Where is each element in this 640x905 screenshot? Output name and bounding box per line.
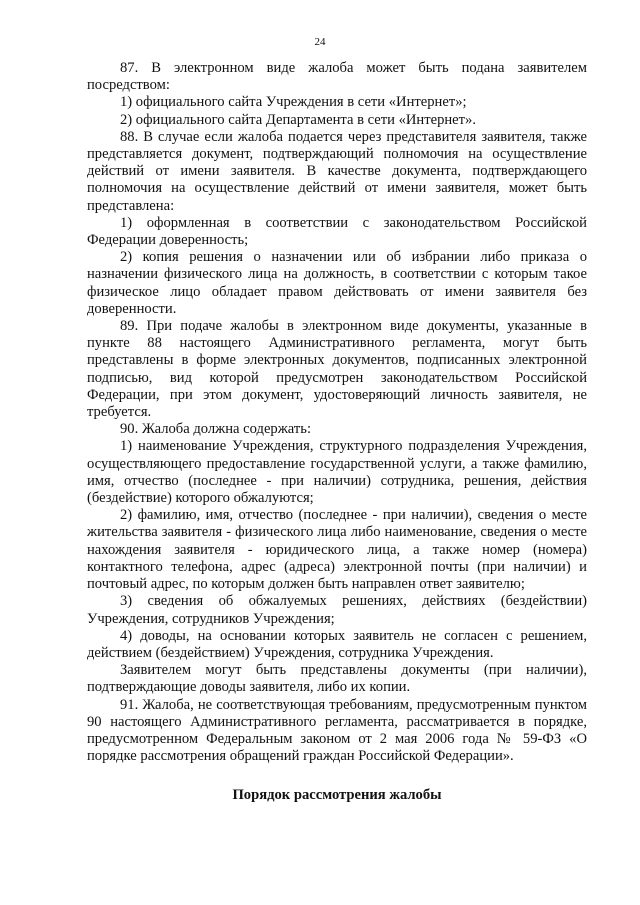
paragraph-87-item-2: 2) официального сайта Департамента в сети «Интернет».: [120, 111, 476, 128]
paragraph-88-item-2: 2) копия решения о назначении или об избрании либо приказа о назначении физического лица на должность, в соответствии с которым такое физическое лицо обладает правом действовать от имени заявителя без доверенности.: [87, 249, 587, 317]
paragraph-90-note: Заявителем могут быть представлены документы (при наличии), подтверждающие доводы заявителя, либо их копии.: [87, 662, 587, 696]
paragraph-90-item-3: 3) сведения об обжалуемых решениях, действиях (бездействии) Учреждения, сотрудников Учреждения;: [87, 593, 587, 627]
paragraph-88: 88. В случае если жалоба подается через представителя заявителя, также представляется документ, подтверждающий полномочия на осуществление действий от имени заявителя. В качестве документа, подтверждающего полномочия на осуществление действий от имени заявителя, может быть представлена:: [87, 128, 587, 214]
paragraph-87: 87. В электронном виде жалоба может быть подана заявителем посредством:: [87, 60, 587, 94]
paragraph-91: 91. Жалоба, не соответствующая требованиям, предусмотренным пунктом 90 настоящего Административного регламента, рассматривается в порядке, предусмотренном Федеральным законом от 2 мая 2006 года № 59-ФЗ «О порядке рассмотрения обращений граждан Российской Федерации».: [87, 696, 587, 765]
section-heading: Порядок рассмотрения жалобы: [232, 787, 442, 803]
paragraph-88-item-1: 1) оформленная в соответствии с законодательством Российской Федерации доверенность;: [87, 214, 587, 249]
paragraph-90: 90. Жалоба должна содержать:: [120, 421, 311, 438]
paragraph-89: 89. При подаче жалобы в электронном виде документы, указанные в пункте 88 настоящего Административного регламента, могут быть представлены в форме электронных документов, подписанных электронной подписью, вид которой предусмотрен законодательством Российской Федерации, при этом документ, удостоверяющий личность заявителя, не требуется.: [87, 318, 587, 421]
page-number: 24: [314, 36, 326, 48]
paragraph-90-item-4: 4) доводы, на основании которых заявитель не согласен с решением, действием (бездействием) Учреждения, сотрудника Учреждения.: [87, 627, 587, 661]
paragraph-87-item-1: 1) официального сайта Учреждения в сети «Интернет»;: [120, 94, 467, 111]
paragraph-90-item-1: 1) наименование Учреждения, структурного подразделения Учреждения, осуществляющего предоставление государственной услуги, а также фамилию, имя, отчество (последнее - при наличии) сотрудника, решения, действия (бездействие) которого обжалуются;: [87, 438, 587, 507]
document-body: [87, 60, 587, 765]
paragraph-90-item-2: 2) фамилию, имя, отчество (последнее - при наличии), сведения о месте жительства заявителя - физического лица либо наименование, сведения о месте нахождения заявителя - юридического лица, а также номер (номера) контактного телефона, адрес (адреса) электронной почты (при наличии) и почтовый адрес, по которым должен быть направлен ответ заявителю;: [87, 507, 587, 593]
